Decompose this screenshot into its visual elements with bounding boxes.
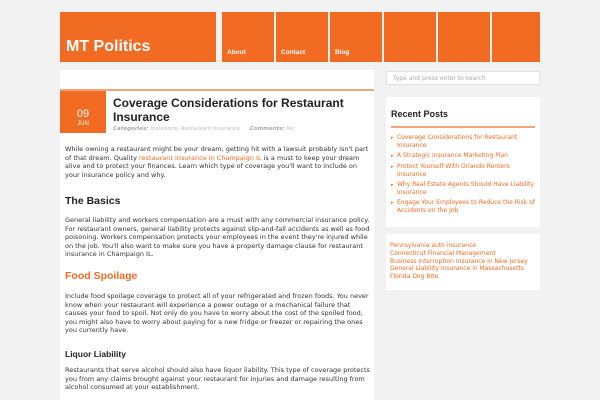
nav-tile-empty [384, 12, 436, 62]
arrow-right-icon: ▸ [391, 181, 394, 188]
paragraph-basics: General liability and workers compensation are a must with any commercial insurance policy. For restaurant owners, general liability protects against slip-and-fall accidents as well as food poisoning. Workers compensation protects your employees in the event they're injured while on the job. You'll also want to make sure you have a property damage clause for restaurant insurance in Champaign IL. [65, 216, 370, 258]
post-intro [65, 145, 370, 179]
sidebar-link[interactable]: Business Interruption Insurance in New Jersey [390, 257, 528, 265]
heading-basics: The Basics [65, 195, 121, 207]
nav-about[interactable]: About [222, 12, 274, 62]
recent-post-link[interactable]: ▸ Coverage Considerations for Restaurant Insurance [391, 134, 518, 149]
recent-post-link[interactable]: ▸ Engage Your Employees to Reduce the Risk of Accidents on the Job [391, 199, 535, 215]
arrow-right-icon: ▸ [391, 163, 394, 170]
arrow-right-icon: ▸ [391, 200, 394, 207]
post-meta: Categories: Insurance, Restaurant Insurance Comments: No [113, 126, 294, 132]
site-title[interactable]: MT Politics [60, 12, 216, 62]
nav-contact[interactable]: Contact [276, 12, 328, 62]
sidebar-link[interactable]: Connecticut Financial Management [390, 249, 496, 257]
category-link[interactable]: Insurance [150, 126, 178, 132]
intro-text: While owning a restaurant might be your dream, getting hit with a lawsuit probably isn't part of that dream. Quality [65, 145, 369, 162]
recent-posts-list [391, 134, 539, 217]
intro-text: is a must to keep your dream alive and to protect your finances. Learn which type of coverage you'll want to include on your insurance policy and why. [65, 153, 360, 179]
heading-food-spoilage: Food Spoilage [65, 270, 138, 282]
comments-label: Comments: [249, 126, 285, 132]
nav-blog[interactable]: Blog [330, 12, 382, 62]
categories-label: Categories: [113, 126, 149, 132]
recent-posts-heading: Recent Posts [391, 109, 449, 119]
paragraph-food-spoilage: Include food spoilage coverage to protect all of your refrigerated and frozen foods. You never know when your restaurant will experience a power outage or a mechanical failure that causes your food to spoil. Not only do you have to worry about the cost of the spoiled food, you might also have to worry about paying for a new fridge or freezer or repairing the ones you currently have. [65, 292, 369, 334]
recent-post-link[interactable]: ▸ Why Real Estate Agents Should Have Liability Insurance [391, 180, 534, 196]
arrow-right-icon: ▸ [391, 135, 394, 141]
post-date-month: JUN [77, 121, 89, 127]
sidebar-link[interactable]: Florida Dog Bite [390, 273, 439, 281]
heading-liquor-liability: Liquor Liability [65, 349, 126, 359]
divider [391, 126, 535, 128]
nav-tile-empty [438, 12, 490, 62]
recent-post-link[interactable]: ▸ Protect Yourself With Orlando Renters Insurance [391, 162, 510, 178]
sidebar-link[interactable]: General Liability Insurance in Massachusetts [390, 265, 524, 273]
recent-post-link[interactable]: ▸ A Strategic Insurance Marketing Plan [391, 152, 508, 160]
category-link[interactable]: Restaurant Insurance [180, 126, 240, 132]
main-content [60, 70, 374, 400]
links-list [390, 242, 528, 281]
post-title[interactable]: Coverage Considerations for Restaurant Insurance [113, 96, 344, 124]
post-date-day: 09 [76, 108, 90, 120]
search-input[interactable]: Type and press enter to search [386, 71, 540, 85]
sidebar-link[interactable]: Pennsylvania auto insurance [390, 242, 477, 249]
nav-tile-empty [492, 12, 540, 62]
links-widget [386, 234, 540, 290]
arrow-right-icon: ▸ [391, 153, 394, 160]
comments-link[interactable]: No [286, 126, 294, 132]
restaurant-insurance-link[interactable]: restaurant insurance in Champaign IL [139, 153, 262, 162]
recent-posts-widget [386, 97, 540, 227]
post-date [60, 91, 106, 133]
divider [60, 89, 374, 91]
paragraph-liquor-liability: Restaurants that serve alcohol should also have liquor liability. This type of coverage protects you from any claims brought against your restaurant for injuries and damage resulting from alcohol consumed at your establishment. [65, 366, 370, 391]
